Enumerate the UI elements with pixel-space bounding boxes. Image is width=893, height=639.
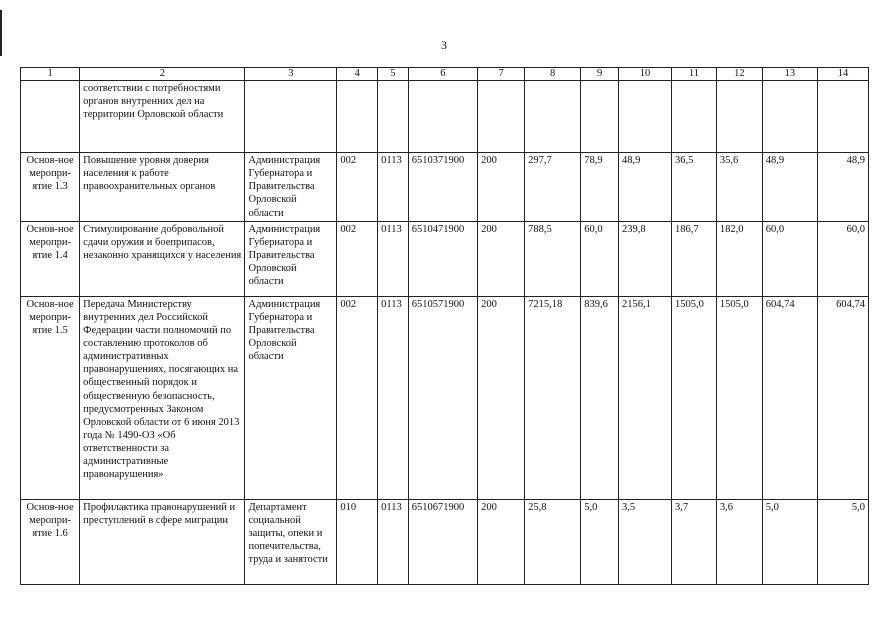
section-code-cell: 0113: [378, 153, 409, 222]
value-cell: 186,7: [672, 221, 717, 296]
section-code-cell: 0113: [378, 499, 409, 584]
executor-cell: Администрация Губернатора и Правительства Орловской области: [245, 153, 337, 222]
executor-cell: Администрация Губернатора и Правительства Орловской области: [245, 296, 337, 499]
activity-description-cell: Стимулирование добровольной сдачи оружия и боеприпасов, незаконно хранящихся у населения: [80, 221, 245, 296]
table-row: [21, 296, 869, 499]
value-cell: 5,0: [817, 499, 868, 584]
value-cell: 35,6: [716, 153, 762, 222]
value-cell: 60,0: [581, 221, 619, 296]
column-number-header-row: [21, 68, 869, 81]
gov-code-cell: 010: [337, 499, 378, 584]
target-article-cell: 6510371900: [408, 153, 477, 222]
activity-description-cell: Передача Министерству внутренних дел Российской Федерации части полномочий по составлению протоколов об административных правонарушениях, посягающих на общественный порядок и общественную безопасность, предусмотренных Законом Орловской области от 6 июня 2013 года № 1490-ОЗ «Об ответственности за административные правонарушения»: [80, 296, 245, 499]
column-header: 5: [378, 68, 409, 81]
column-header: 11: [672, 68, 717, 81]
value-cell: [817, 81, 868, 153]
value-cell: 60,0: [762, 221, 817, 296]
executor-cell: [245, 81, 337, 153]
target-article-cell: 6510471900: [408, 221, 477, 296]
value-cell: [525, 81, 581, 153]
gov-code-cell: 002: [337, 296, 378, 499]
value-cell: 2156,1: [618, 296, 671, 499]
section-code-cell: [378, 81, 409, 153]
activity-code-cell: Основ-ное меропри-ятие 1.5: [21, 296, 80, 499]
value-cell: 604,74: [762, 296, 817, 499]
column-header: 7: [478, 68, 525, 81]
activity-description-cell: Повышение уровня доверия населения к работе правоохранительных органов: [80, 153, 245, 222]
value-cell: 788,5: [525, 221, 581, 296]
column-header: 13: [762, 68, 817, 81]
value-cell: 839,6: [581, 296, 619, 499]
value-cell: 604,74: [817, 296, 868, 499]
target-article-cell: [408, 81, 477, 153]
target-article-cell: 6510671900: [408, 499, 477, 584]
budget-table: [20, 67, 869, 585]
value-cell: 5,0: [762, 499, 817, 584]
activity-code-cell: Основ-ное меропри-ятие 1.4: [21, 221, 80, 296]
value-cell: 239,8: [618, 221, 671, 296]
column-header: 4: [337, 68, 378, 81]
value-cell: 297,7: [525, 153, 581, 222]
expense-type-cell: 200: [478, 221, 525, 296]
scan-edge-mark: [0, 10, 2, 56]
column-header: 3: [245, 68, 337, 81]
value-cell: 1505,0: [716, 296, 762, 499]
value-cell: 25,8: [525, 499, 581, 584]
value-cell: [672, 81, 717, 153]
page-number: 3: [441, 38, 447, 52]
value-cell: 48,9: [762, 153, 817, 222]
value-cell: 78,9: [581, 153, 619, 222]
expense-type-cell: 200: [478, 296, 525, 499]
value-cell: [618, 81, 671, 153]
gov-code-cell: 002: [337, 221, 378, 296]
column-header: 6: [408, 68, 477, 81]
value-cell: 48,9: [817, 153, 868, 222]
target-article-cell: 6510571900: [408, 296, 477, 499]
column-header: 1: [21, 68, 80, 81]
activity-code-cell: Основ-ное меропри-ятие 1.3: [21, 153, 80, 222]
table-row: [21, 221, 869, 296]
table-row: [21, 81, 869, 153]
section-code-cell: 0113: [378, 296, 409, 499]
activity-code-cell: Основ-ное меропри-ятие 1.6: [21, 499, 80, 584]
value-cell: 3,6: [716, 499, 762, 584]
value-cell: 182,0: [716, 221, 762, 296]
column-header: 8: [525, 68, 581, 81]
expense-type-cell: 200: [478, 153, 525, 222]
value-cell: 5,0: [581, 499, 619, 584]
value-cell: [581, 81, 619, 153]
column-header: 2: [80, 68, 245, 81]
value-cell: 7215,18: [525, 296, 581, 499]
value-cell: 1505,0: [672, 296, 717, 499]
expense-type-cell: [478, 81, 525, 153]
column-header: 12: [716, 68, 762, 81]
column-header: 14: [817, 68, 868, 81]
activity-description-cell: Профилактика правонарушений и преступлений в сфере миграции: [80, 499, 245, 584]
executor-cell: Департамент социальной защиты, опеки и попечительства, труда и занятости: [245, 499, 337, 584]
value-cell: 36,5: [672, 153, 717, 222]
gov-code-cell: 002: [337, 153, 378, 222]
column-header: 10: [618, 68, 671, 81]
table-row: [21, 153, 869, 222]
value-cell: [762, 81, 817, 153]
value-cell: [716, 81, 762, 153]
executor-cell: Администрация Губернатора и Правительства Орловской области: [245, 221, 337, 296]
value-cell: 3,7: [672, 499, 717, 584]
activity-description-cell: соответствии с потребностями органов внутренних дел на территории Орловской области: [80, 81, 245, 153]
expense-type-cell: 200: [478, 499, 525, 584]
value-cell: 3,5: [618, 499, 671, 584]
table-row: [21, 499, 869, 584]
gov-code-cell: [337, 81, 378, 153]
value-cell: 48,9: [618, 153, 671, 222]
activity-code-cell: [21, 81, 80, 153]
section-code-cell: 0113: [378, 221, 409, 296]
column-header: 9: [581, 68, 619, 81]
value-cell: 60,0: [817, 221, 868, 296]
